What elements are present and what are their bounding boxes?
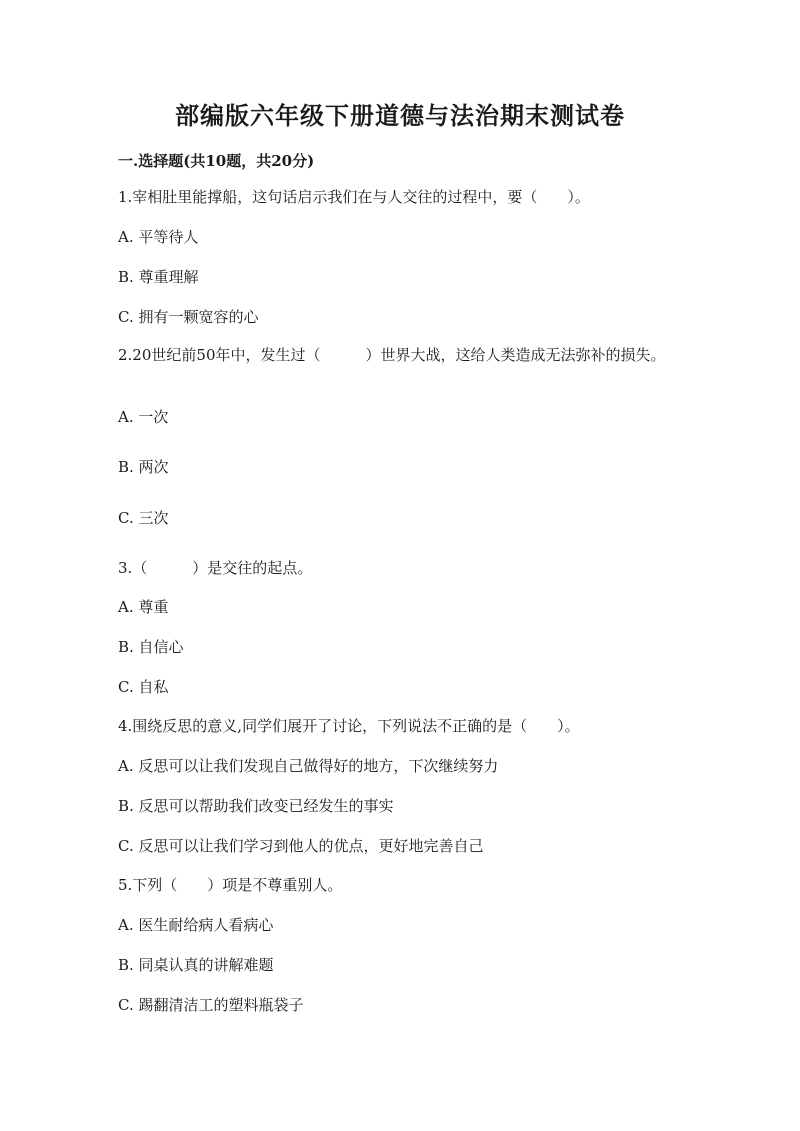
question-4-stem: 4.围绕反思的意义,同学们展开了讨论，下列说法不正确的是（ ）。 [118, 717, 580, 735]
question-2-option-a: A. 一次 [118, 408, 169, 426]
question-5-option-c: C. 踢翻清洁工的塑料瓶袋子 [118, 996, 304, 1014]
question-3-option-a: A. 尊重 [118, 598, 169, 616]
question-1-option-a: A. 平等待人 [118, 228, 199, 246]
question-1-option-b: B. 尊重理解 [118, 268, 199, 286]
question-2-stem: 2.20世纪前50年中，发生过（ ）世界大战，这给人类造成无法弥补的损失。 [118, 346, 666, 364]
question-1-option-c: C. 拥有一颗宽容的心 [118, 308, 259, 326]
question-3-option-c: C. 自私 [118, 678, 169, 696]
question-4-option-b: B. 反思可以帮助我们改变已经发生的事实 [118, 797, 394, 815]
page-title: 部编版六年级下册道德与法治期末测试卷 [175, 101, 625, 130]
question-2-option-b: B. 两次 [118, 458, 169, 476]
question-5-option-a: A. 医生耐给病人看病心 [118, 916, 274, 934]
question-4-option-a: A. 反思可以让我们发现自己做得好的地方，下次继续努力 [118, 757, 499, 775]
question-3-stem: 3.（ ）是交往的起点。 [118, 559, 313, 577]
question-3-option-b: B. 自信心 [118, 638, 184, 656]
question-5-stem: 5.下列（ ）项是不尊重别人。 [118, 876, 343, 894]
question-2-option-c: C. 三次 [118, 509, 169, 527]
question-4-option-c: C. 反思可以让我们学习到他人的优点，更好地完善自己 [118, 837, 484, 855]
question-5-option-b: B. 同桌认真的讲解难题 [118, 956, 274, 974]
question-1-stem: 1.宰相肚里能撑船，这句话启示我们在与人交往的过程中，要（ ）。 [118, 188, 590, 206]
section-heading: 一.选择题(共10题，共20分) [118, 152, 315, 170]
